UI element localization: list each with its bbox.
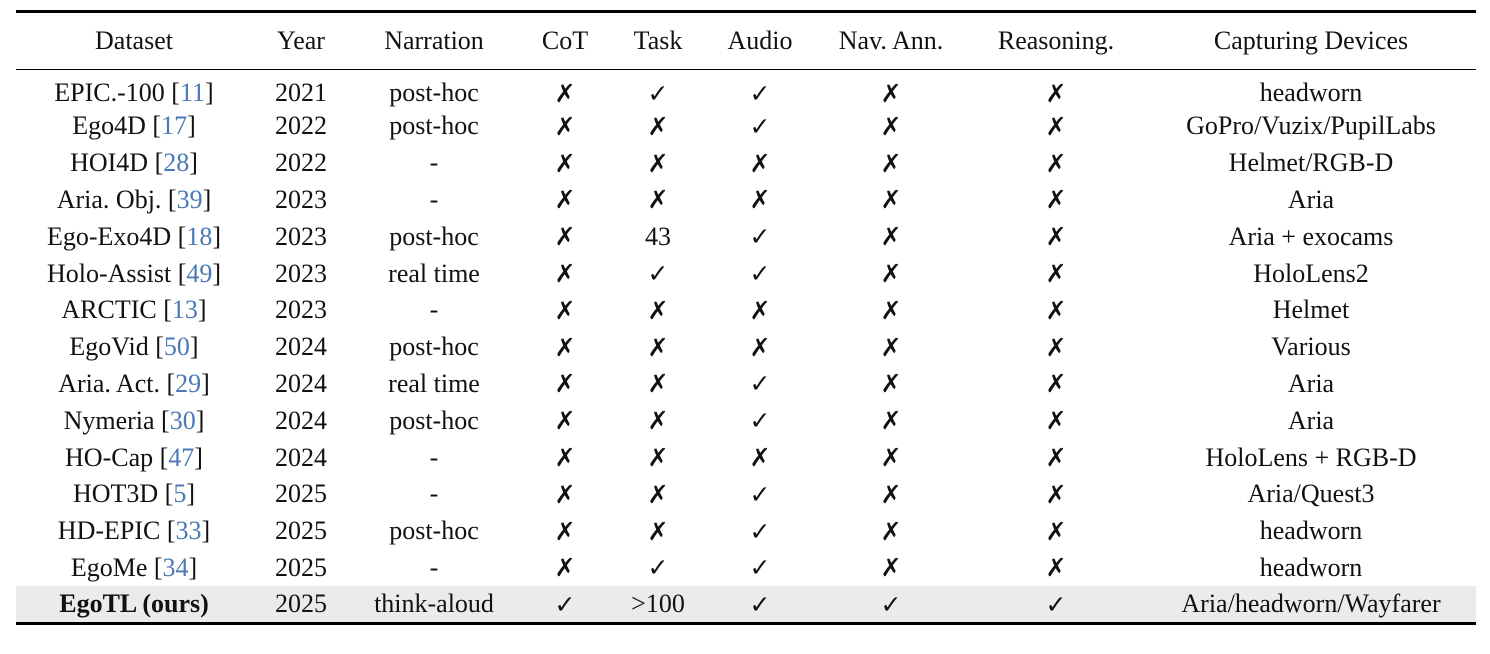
cell-narration: real time xyxy=(388,368,480,398)
cell-audio: ✓ xyxy=(749,406,771,436)
cell-capturing-devices: Helmet/RGB-D xyxy=(1228,148,1394,178)
citation-bracket: ] xyxy=(201,368,210,398)
table-row xyxy=(16,145,1476,182)
cell-capturing-devices: GoPro/Vuzix/PupilLabs xyxy=(1186,111,1436,141)
cell-audio: ✓ xyxy=(749,222,771,252)
cell-narration: real time xyxy=(388,258,480,288)
cell-year: 2024 xyxy=(275,442,327,472)
cell-audio: ✓ xyxy=(749,516,771,546)
cell-narration: - xyxy=(429,442,439,472)
cell-reasoning: ✗ xyxy=(1045,111,1067,141)
dataset-name: Aria. Obj. [ xyxy=(56,184,177,214)
citation-bracket: ] xyxy=(197,295,207,325)
cell-nav-ann: ✗ xyxy=(880,259,902,289)
citation-link[interactable]: 34 xyxy=(162,552,189,582)
cell-task: ✗ xyxy=(647,295,669,325)
table-body xyxy=(16,70,1476,624)
cell-cot: ✗ xyxy=(554,222,576,252)
cell-audio: ✓ xyxy=(704,586,816,623)
cell-capturing-devices: Various xyxy=(1271,332,1351,362)
header-capturing-devices: Capturing Devices xyxy=(1146,12,1476,70)
comparison-table-container xyxy=(16,10,1476,625)
cell-year: 2022 xyxy=(275,148,327,178)
cell-reasoning: ✗ xyxy=(1045,332,1067,362)
citation-link[interactable]: 11 xyxy=(179,78,206,107)
cell-year: 2023 xyxy=(275,295,327,325)
cell-dataset xyxy=(16,218,252,255)
table-row xyxy=(16,366,1476,403)
cell-nav-ann: ✗ xyxy=(880,443,902,473)
cell-capturing-devices: headworn xyxy=(1259,516,1363,546)
table-row xyxy=(16,255,1476,292)
cell-cot: ✗ xyxy=(554,185,576,215)
cell-reasoning: ✗ xyxy=(1045,553,1067,583)
cell-audio: ✓ xyxy=(749,369,771,399)
cell-year: 2025 xyxy=(275,516,327,546)
cell-capturing-devices: headworn xyxy=(1259,552,1363,582)
cell-reasoning: ✗ xyxy=(1045,259,1067,289)
citation-bracket: ] xyxy=(212,258,222,288)
dataset-name: Holo-Assist [ xyxy=(46,258,187,288)
table-row xyxy=(16,108,1476,145)
cell-task: ✗ xyxy=(647,148,669,178)
cell-year: 2022 xyxy=(275,111,327,141)
dataset-name: EgoVid [ xyxy=(69,332,164,362)
cell-task: ✓ xyxy=(647,78,669,108)
cell-task: ✗ xyxy=(647,332,669,362)
cell-audio: ✓ xyxy=(749,479,771,509)
cell-task: ✗ xyxy=(647,369,669,399)
table-row xyxy=(16,329,1476,366)
dataset-name: Ego4D [ xyxy=(72,111,162,141)
cell-reasoning: ✗ xyxy=(1045,516,1067,546)
cell-year: 2024 xyxy=(275,332,327,362)
table-row xyxy=(16,439,1476,476)
cell-task: ✓ xyxy=(647,553,669,583)
table-row xyxy=(16,182,1476,219)
cell-narration: post-hoc xyxy=(389,221,479,251)
cell-year: 2025 xyxy=(275,552,327,582)
cell-task: >100 xyxy=(612,586,704,623)
table-row xyxy=(16,70,1476,109)
cell-capturing-devices: HoloLens2 xyxy=(1253,258,1369,288)
cell-reasoning: ✗ xyxy=(1045,78,1067,108)
cell-narration: post-hoc xyxy=(389,516,479,546)
header-narration: Narration xyxy=(350,12,518,70)
table-row xyxy=(16,586,1476,623)
cell-dataset xyxy=(16,329,252,366)
cell-reasoning: ✗ xyxy=(1045,222,1067,252)
citation-bracket: ] xyxy=(205,78,214,107)
cell-capturing-devices: Aria xyxy=(1287,184,1335,214)
cell-year: 2024 xyxy=(275,368,327,398)
dataset-name: ARCTIC [ xyxy=(61,295,172,325)
header-audio: Audio xyxy=(704,12,816,70)
cell-nav-ann: ✗ xyxy=(880,479,902,509)
cell-capturing-devices: headworn xyxy=(1259,78,1363,107)
header-nav-ann: Nav. Ann. xyxy=(816,12,966,70)
header-year: Year xyxy=(252,12,350,70)
table-row xyxy=(16,218,1476,255)
cell-audio: ✗ xyxy=(749,332,771,362)
cell-audio: ✓ xyxy=(749,111,771,141)
dataset-name: HD-EPIC [ xyxy=(57,516,176,546)
cell-dataset xyxy=(16,402,252,439)
dataset-name: HOI4D [ xyxy=(70,148,164,178)
header-cot: CoT xyxy=(518,12,612,70)
cell-year: 2024 xyxy=(275,405,327,435)
cell-dataset xyxy=(16,108,252,145)
table-row xyxy=(16,476,1476,513)
table-row xyxy=(16,292,1476,329)
cell-task: ✗ xyxy=(647,406,669,436)
cell-dataset xyxy=(16,292,252,329)
cell-narration: - xyxy=(429,295,439,325)
cell-nav-ann: ✗ xyxy=(880,332,902,362)
citation-bracket: ] xyxy=(202,184,212,214)
citation-link[interactable]: 33 xyxy=(175,516,202,546)
cell-year: 2023 xyxy=(275,221,327,251)
cell-cot: ✗ xyxy=(554,479,576,509)
cell-audio: ✓ xyxy=(749,78,771,108)
cell-narration: post-hoc xyxy=(389,405,479,435)
cell-audio: ✗ xyxy=(749,443,771,473)
cell-reasoning: ✗ xyxy=(1045,185,1067,215)
cell-capturing-devices: Aria/Quest3 xyxy=(1247,479,1375,509)
cell-task: 43 xyxy=(645,221,671,251)
cell-year: 2025 xyxy=(252,586,350,623)
cell-narration: - xyxy=(429,552,439,582)
citation-bracket: ] xyxy=(189,332,199,362)
cell-cot: ✗ xyxy=(554,516,576,546)
cell-nav-ann: ✗ xyxy=(880,222,902,252)
cell-capturing-devices: Aria xyxy=(1287,368,1335,398)
citation-link[interactable]: 30 xyxy=(169,405,196,435)
cell-cot: ✗ xyxy=(554,406,576,436)
cell-audio: ✗ xyxy=(749,295,771,325)
dataset-name: EgoMe [ xyxy=(70,552,163,582)
citation-bracket: ] xyxy=(194,442,203,472)
cell-cot: ✗ xyxy=(554,332,576,362)
citation-link[interactable]: 28 xyxy=(163,148,190,178)
cell-cot: ✗ xyxy=(554,443,576,473)
cell-dataset xyxy=(16,255,252,292)
table-row xyxy=(16,513,1476,550)
dataset-name: EgoTL (ours) xyxy=(59,589,209,618)
cell-narration: post-hoc xyxy=(389,78,479,107)
cell-reasoning: ✗ xyxy=(1045,369,1067,399)
header-row xyxy=(16,12,1476,70)
cell-nav-ann: ✗ xyxy=(880,406,902,436)
cell-year: 2023 xyxy=(275,258,327,288)
citation-link[interactable]: 5 xyxy=(173,479,187,509)
citation-link[interactable]: 18 xyxy=(186,221,213,251)
cell-dataset xyxy=(16,550,252,587)
citation-link[interactable]: 47 xyxy=(168,442,195,472)
citation-link[interactable]: 49 xyxy=(186,258,213,288)
header-reasoning: Reasoning. xyxy=(966,12,1146,70)
cell-dataset xyxy=(16,70,252,109)
citation-link[interactable]: 29 xyxy=(175,368,202,398)
table-header xyxy=(16,12,1476,70)
cell-dataset xyxy=(16,145,252,182)
cell-narration: - xyxy=(429,479,439,509)
dataset-name: HOT3D [ xyxy=(72,479,174,509)
cell-cot: ✗ xyxy=(554,369,576,399)
cell-task: ✗ xyxy=(647,185,669,215)
cell-nav-ann: ✗ xyxy=(880,369,902,399)
cell-cot: ✗ xyxy=(554,148,576,178)
cell-reasoning: ✗ xyxy=(1045,295,1067,325)
cell-nav-ann: ✗ xyxy=(880,295,902,325)
dataset-name: EPIC.-100 [ xyxy=(54,78,180,107)
cell-capturing-devices: Aria xyxy=(1287,405,1335,435)
cell-audio: ✗ xyxy=(749,148,771,178)
header-task: Task xyxy=(612,12,704,70)
cell-nav-ann: ✗ xyxy=(880,111,902,141)
cell-year: 2021 xyxy=(275,78,327,107)
cell-task: ✗ xyxy=(647,111,669,141)
cell-narration: post-hoc xyxy=(389,332,479,362)
citation-link[interactable]: 17 xyxy=(161,111,188,141)
cell-dataset xyxy=(16,439,252,476)
cell-cot: ✓ xyxy=(518,586,612,623)
citation-link[interactable]: 39 xyxy=(176,184,203,214)
cell-dataset xyxy=(16,366,252,403)
dataset-name: Aria. Act. [ xyxy=(58,368,176,398)
dataset-name: Nymeria [ xyxy=(63,405,170,435)
cell-reasoning: ✗ xyxy=(1045,443,1067,473)
cell-narration: - xyxy=(429,148,439,178)
cell-nav-ann: ✗ xyxy=(880,78,902,108)
cell-reasoning: ✗ xyxy=(1045,479,1067,509)
cell-capturing-devices: Helmet xyxy=(1272,295,1350,325)
cell-cot: ✗ xyxy=(554,259,576,289)
dataset-name: Ego-Exo4D [ xyxy=(46,221,187,251)
cell-capturing-devices: HoloLens + RGB-D xyxy=(1205,442,1417,472)
cell-narration: post-hoc xyxy=(389,111,479,141)
cell-task: ✗ xyxy=(647,516,669,546)
cell-cot: ✗ xyxy=(554,553,576,583)
cell-audio: ✓ xyxy=(749,553,771,583)
cell-nav-ann: ✗ xyxy=(880,185,902,215)
cell-dataset xyxy=(16,476,252,513)
cell-task: ✓ xyxy=(647,259,669,289)
cell-reasoning: ✗ xyxy=(1045,148,1067,178)
cell-nav-ann: ✗ xyxy=(880,516,902,546)
cell-dataset xyxy=(16,182,252,219)
cell-task: ✗ xyxy=(647,479,669,509)
cell-nav-ann: ✓ xyxy=(816,586,966,623)
cell-narration: - xyxy=(429,184,439,214)
cell-nav-ann: ✗ xyxy=(880,148,902,178)
cell-capturing-devices: Aria + exocams xyxy=(1228,221,1394,251)
citation-bracket: ] xyxy=(189,148,198,178)
table-row xyxy=(16,550,1476,587)
cell-cot: ✗ xyxy=(554,295,576,325)
citation-link[interactable]: 50 xyxy=(163,332,190,362)
cell-dataset xyxy=(16,586,252,623)
citation-bracket: ] xyxy=(212,221,222,251)
header-dataset: Dataset xyxy=(16,12,252,70)
citation-bracket: ] xyxy=(195,405,205,435)
citation-bracket: ] xyxy=(201,516,211,546)
citation-bracket: ] xyxy=(188,552,198,582)
dataset-comparison-table xyxy=(16,10,1476,625)
citation-bracket: ] xyxy=(186,479,196,509)
cell-narration: think-aloud xyxy=(350,586,518,623)
cell-capturing-devices: Aria/headworn/Wayfarer xyxy=(1146,586,1476,623)
cell-task: ✗ xyxy=(647,443,669,473)
cell-audio: ✓ xyxy=(749,259,771,289)
cell-reasoning: ✓ xyxy=(966,586,1146,623)
cell-reasoning: ✗ xyxy=(1045,406,1067,436)
citation-bracket: ] xyxy=(187,111,196,141)
cell-audio: ✗ xyxy=(749,185,771,215)
cell-nav-ann: ✗ xyxy=(880,553,902,583)
cell-year: 2025 xyxy=(275,479,327,509)
cell-cot: ✗ xyxy=(554,111,576,141)
dataset-name: HO-Cap [ xyxy=(65,442,169,472)
cell-cot: ✗ xyxy=(554,78,576,108)
citation-link[interactable]: 13 xyxy=(171,295,198,325)
cell-dataset xyxy=(16,513,252,550)
cell-year: 2023 xyxy=(275,184,327,214)
table-row xyxy=(16,402,1476,439)
